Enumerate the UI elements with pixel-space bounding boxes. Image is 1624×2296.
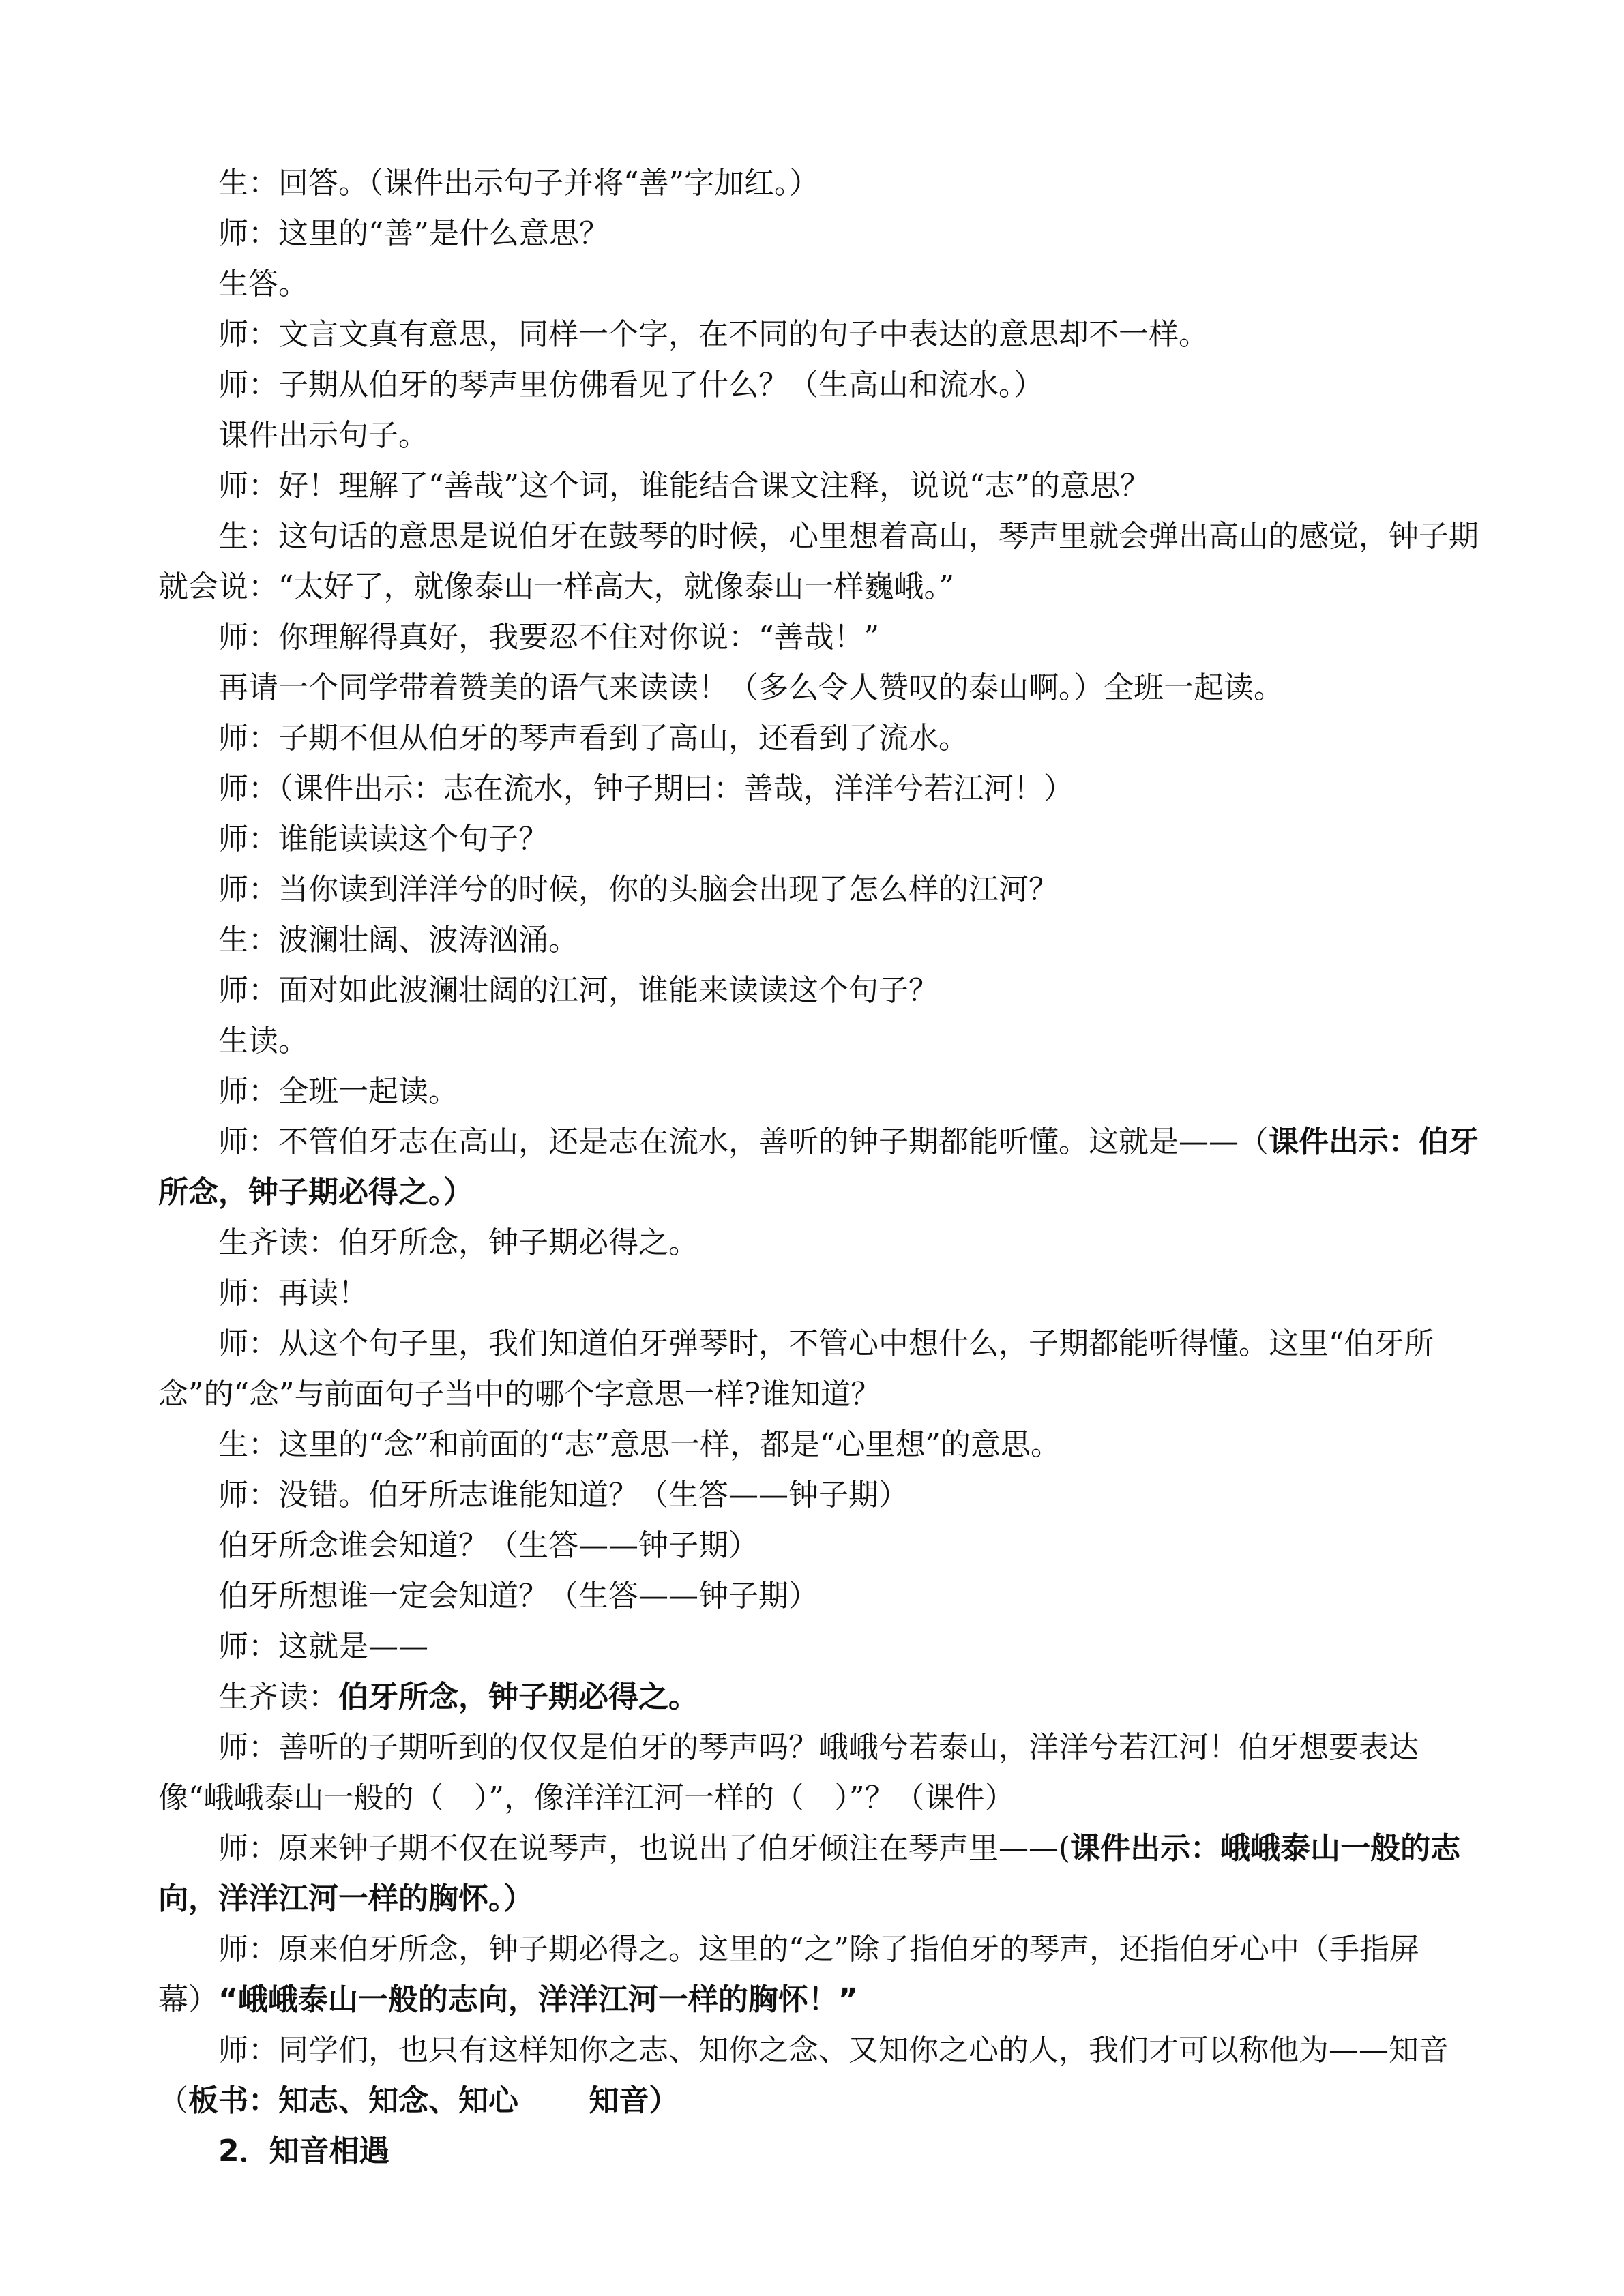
paragraph (158, 1319, 1481, 1420)
section-heading-text: 2．知音相遇 (218, 2134, 389, 2168)
paragraph-text: 生齐读： (218, 1680, 338, 1714)
paragraph-text: 师：这里的“善”是什么意思？ (218, 216, 609, 251)
paragraph (158, 865, 1481, 915)
paragraph-text: 师：你理解得真好，我要忍不住对你说：“善哉！” (218, 620, 879, 655)
paragraph (158, 1117, 1481, 1218)
paragraph (158, 1067, 1481, 1117)
paragraph-text: 生：回答。（课件出示句子并将“善”字加红。） (218, 166, 819, 200)
paragraph (158, 360, 1481, 411)
paragraph-text: 课件出示句子。 (218, 418, 428, 453)
paragraph (158, 1268, 1481, 1319)
paragraph-text: 师：好！理解了“善哉”这个词，谁能结合课文注释，说说“志”的意思？ (218, 468, 1150, 503)
paragraph-text: 伯牙所念谁会知道？（生答——钟子期） (218, 1528, 758, 1563)
section-heading (158, 2126, 1481, 2177)
paragraph-text: 生读。 (218, 1024, 308, 1058)
lesson-transcript (158, 158, 1481, 2177)
paragraph (158, 966, 1481, 1016)
paragraph-text: 生：这里的“念”和前面的“志”意思一样，都是“心里想”的意思。 (218, 1427, 1061, 1462)
paragraph-text: 师：子期不但从伯牙的琴声看到了高山，还看到了流水。 (218, 721, 969, 756)
paragraph (158, 814, 1481, 865)
paragraph-text: 师：文言文真有意思，同样一个字，在不同的句子中表达的意思却不一样。 (218, 317, 1209, 352)
paragraph-text: 师：面对如此波澜壮阔的江河，谁能来读读这个句子？ (218, 973, 939, 1008)
paragraph (158, 1420, 1481, 1470)
paragraph (158, 158, 1481, 209)
paragraph (158, 259, 1481, 310)
paragraph-text: 生答。 (218, 267, 308, 301)
paragraph (158, 461, 1481, 511)
bold-courseware-text: 课件出示：峨峨泰山一般的志向，洋洋江河一样的胸怀。） (158, 1831, 1461, 1916)
paragraph-text: 生：波澜壮阔、波涛汹涌。 (218, 923, 578, 957)
paragraph-text: 师：子期从伯牙的琴声里仿佛看见了什么？（生高山和流水。） (218, 368, 1044, 402)
paragraph (158, 1622, 1481, 1672)
paragraph-text: 师：原来钟子期不仅在说琴声，也说出了伯牙倾注在琴声里——( (218, 1831, 1071, 1866)
paragraph-text: 生齐读：伯牙所念，钟子期必得之。 (218, 1225, 698, 1260)
paragraph-text: 再请一个同学带着赞美的语气来读读！（多么令人赞叹的泰山啊。）全班一起读。 (218, 670, 1284, 705)
paragraph (158, 1672, 1481, 1723)
paragraph (158, 1470, 1481, 1521)
paragraph-text: 师：不管伯牙志在高山，还是志在流水，善听的钟子期都能听懂。这就是——（ (218, 1124, 1269, 1159)
paragraph (158, 2025, 1481, 2126)
bold-quote-text: “峨峨泰山一般的志向，洋洋江河一样的胸怀！” (218, 1982, 858, 2017)
paragraph (158, 1571, 1481, 1622)
paragraph-text: 师：再读！ (218, 1276, 368, 1311)
paragraph (158, 411, 1481, 461)
paragraph-text: 师：没错。伯牙所志谁能知道？（生答——钟子期） (218, 1478, 909, 1512)
paragraph (158, 1723, 1481, 1823)
paragraph (158, 511, 1481, 612)
bold-recitation-text: 伯牙所念，钟子期必得之。 (338, 1680, 698, 1714)
paragraph (158, 209, 1481, 259)
paragraph-text: 师：谁能读读这个句子？ (218, 822, 548, 856)
bold-courseware-text: 课件出示：伯牙所念，钟子期必得之。） (158, 1124, 1479, 1210)
paragraph (158, 915, 1481, 966)
paragraph-text: 师：从这个句子里，我们知道伯牙弹琴时，不管心中想什么，子期都能听得懂。这里“伯牙所念”的“念”与前面句子当中的哪个字意思一样?谁知道？ (158, 1326, 1434, 1412)
paragraph (158, 1924, 1481, 2025)
paragraph (158, 310, 1481, 360)
paragraph-text: 师：全班一起读。 (218, 1074, 458, 1109)
paragraph (158, 764, 1481, 814)
bold-blackboard-text: 板书：知志、知念、知心 知音） (188, 2083, 679, 2118)
paragraph (158, 713, 1481, 764)
paragraph (158, 1521, 1481, 1571)
paragraph-text: 生：这句话的意思是说伯牙在鼓琴的时候，心里想着高山，琴声里就会弹出高山的感觉，钟子期就会说：“太好了，就像泰山一样高大，就像泰山一样巍峨。” (158, 519, 1479, 604)
paragraph-text: 师：善听的子期听到的仅仅是伯牙的琴声吗？峨峨兮若泰山，洋洋兮若江河！伯牙想要表达像“峨峨泰山一般的（ ）”，像洋洋江河一样的（ ）”？（课件） (158, 1730, 1419, 1815)
paragraph (158, 1823, 1481, 1924)
paragraph-text: 师：当你读到洋洋兮的时候，你的头脑会出现了怎么样的江河？ (218, 872, 1059, 907)
paragraph-text: 师：（课件出示：志在流水，钟子期曰：善哉，洋洋兮若江河！） (218, 771, 1074, 806)
paragraph (158, 1016, 1481, 1067)
paragraph-text: 师：这就是—— (218, 1629, 428, 1664)
paragraph-text: 师：原来伯牙所念，钟子期必得之。这里的“之”除了指伯牙的琴声，还指伯牙心中（手指屏幕） (158, 1932, 1419, 2017)
paragraph (158, 1218, 1481, 1268)
paragraph-text: 伯牙所想谁一定会知道？（生答——钟子期） (218, 1579, 818, 1613)
paragraph-text: 师：同学们，也只有这样知你之志、知你之念、又知你之心的人，我们才可以称他为——知音（ (158, 2033, 1449, 2118)
paragraph (158, 612, 1481, 663)
paragraph (158, 663, 1481, 713)
